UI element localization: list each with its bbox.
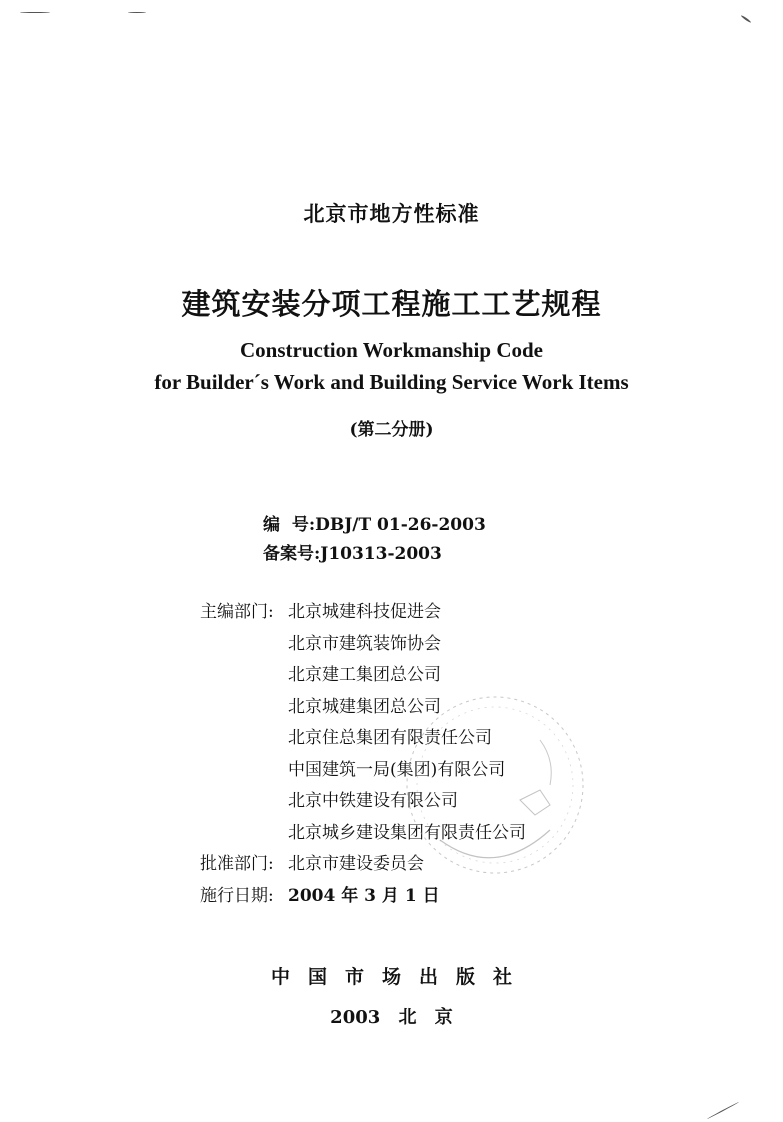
effective-date-row <box>200 881 526 913</box>
editor-row <box>200 723 526 755</box>
document-title-en-line1: Construction Workmanship Code <box>239 338 543 362</box>
editor-org: 北京中铁建设有限公司 <box>288 791 458 811</box>
approval-value: 北京市建设委员会 <box>288 854 424 874</box>
record-number-value: J10313-2003 <box>320 544 442 564</box>
record-number-label: 备案号: <box>263 544 321 564</box>
effective-date-value: 2004 年 3 月 1 日 <box>288 885 440 906</box>
document-title-en-line2: for Builder´s Work and Building Service Work Items <box>154 370 629 394</box>
scan-speck <box>128 12 146 13</box>
editor-org: 中国建筑一局(集团)有限公司 <box>288 759 506 780</box>
publish-place-year: 2003 北 京 <box>330 1007 453 1028</box>
volume-label: (第二分册) <box>349 420 434 440</box>
editor-row <box>200 597 526 629</box>
editor-row <box>200 660 526 692</box>
series-title: 北京市地方性标准 <box>303 201 480 226</box>
effective-date-label: 施行日期: <box>200 885 274 906</box>
record-number-row <box>263 539 486 568</box>
publisher-name: 中国市场出版社 <box>270 966 530 988</box>
editor-org: 北京城建科技促进会 <box>288 602 441 622</box>
editor-org: 北京城建集团总公司 <box>288 696 441 717</box>
editor-row <box>200 629 526 661</box>
approval-row <box>200 849 526 881</box>
editor-org: 北京住总集团有限责任公司 <box>288 728 492 748</box>
editor-org: 北京城乡建设集团有限责任公司 <box>288 822 526 843</box>
standard-number-label: 编 号: <box>263 515 316 535</box>
editor-row <box>200 692 526 724</box>
editor-org: 北京建工集团总公司 <box>288 665 441 685</box>
editor-row <box>200 786 526 818</box>
editor-org: 北京市建筑装饰协会 <box>288 633 441 654</box>
standard-number-value: DBJ/T 01-26-2003 <box>315 515 486 535</box>
editor-row <box>200 818 526 850</box>
code-block <box>263 510 486 568</box>
editor-label: 主编部门: <box>200 602 274 622</box>
scan-speck <box>20 12 50 13</box>
document-title-cn: 建筑安装分项工程施工工艺规程 <box>181 287 602 321</box>
editor-row <box>200 755 526 787</box>
scan-speck <box>741 15 752 24</box>
organization-block <box>200 597 526 912</box>
scan-speck <box>707 1102 739 1120</box>
standard-number-row <box>263 510 486 539</box>
approval-label: 批准部门: <box>200 854 274 874</box>
